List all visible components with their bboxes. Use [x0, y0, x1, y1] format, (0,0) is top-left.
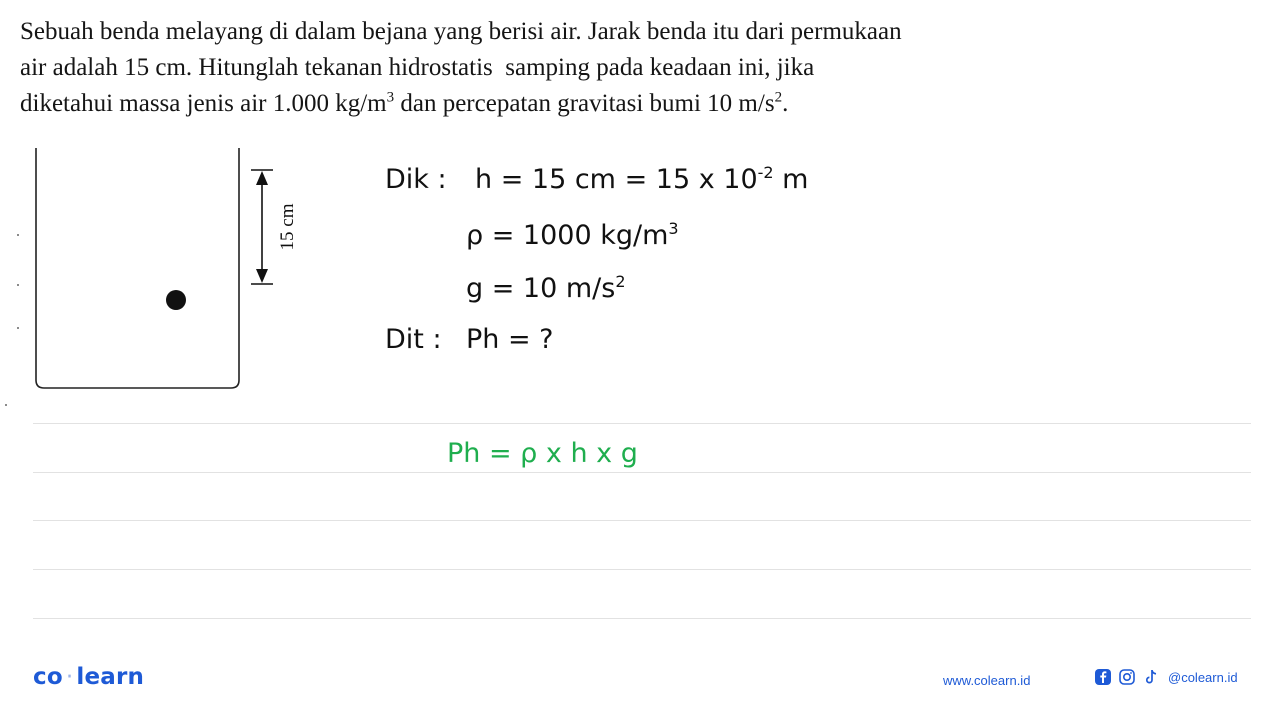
floating-object	[166, 290, 186, 310]
given-h-unit: m	[773, 164, 809, 195]
margin-dot	[17, 234, 19, 236]
given-h-exponent: -2	[757, 163, 774, 182]
facebook-icon[interactable]	[1094, 668, 1112, 686]
ruled-line	[33, 423, 1251, 424]
depth-label: 15 cm	[277, 203, 298, 251]
given-g: g = 10 m/s	[466, 273, 616, 304]
ruled-line	[33, 520, 1251, 521]
problem-statement	[20, 14, 1100, 122]
ruled-line	[33, 618, 1251, 619]
social-handle[interactable]: @colearn.id	[1168, 669, 1238, 685]
problem-line-2: air adalah 15 cm. Hitunglah tekanan hidrostatis samping pada keadaan ini, jika	[20, 54, 815, 81]
asked-value: Ph = ?	[466, 324, 554, 355]
given-g-exponent: 2	[615, 272, 626, 291]
dit-label: Dit :	[385, 324, 442, 355]
given-h-row	[385, 164, 808, 195]
arrow-down-icon	[256, 269, 268, 283]
problem-line-3	[20, 86, 1100, 122]
given-rho: ρ = 1000 kg/m	[466, 220, 669, 251]
tiktok-icon[interactable]	[1142, 668, 1160, 686]
formula: Ph = ρ x h x g	[447, 438, 638, 469]
problem-line-1: Sebuah benda melayang di dalam bejana yang berisi air. Jarak benda itu dari permukaan	[20, 18, 902, 45]
asked-row	[385, 324, 554, 355]
given-h: h = 15 cm = 15 x 10	[475, 164, 758, 195]
colearn-logo	[33, 664, 144, 690]
social-links	[1094, 668, 1238, 686]
website-link[interactable]: www.colearn.id	[943, 673, 1031, 688]
problem-line-3c: .	[782, 90, 789, 117]
logo-learn: learn	[76, 664, 145, 690]
exponent-3: 3	[386, 89, 395, 106]
margin-dot	[17, 284, 19, 286]
dik-label: Dik :	[385, 164, 447, 195]
ruled-line	[33, 569, 1251, 570]
problem-line-3a: diketahui massa jenis air 1.000 kg/m	[20, 90, 387, 117]
logo-co: co	[33, 664, 63, 690]
given-rho-exponent: 3	[668, 219, 679, 238]
margin-dot	[5, 404, 7, 406]
margin-dot	[17, 327, 19, 329]
instagram-icon[interactable]	[1118, 668, 1136, 686]
logo-separator: ·	[65, 664, 74, 690]
vessel-outline	[36, 148, 239, 388]
given-g-row	[466, 273, 626, 304]
vessel-diagram	[0, 130, 320, 410]
given-rho-row	[466, 220, 679, 251]
ruled-line	[33, 472, 1251, 473]
exponent-2: 2	[774, 89, 783, 106]
arrow-up-icon	[256, 171, 268, 185]
problem-line-3b: dan percepatan gravitasi bumi 10 m/s	[394, 90, 775, 117]
